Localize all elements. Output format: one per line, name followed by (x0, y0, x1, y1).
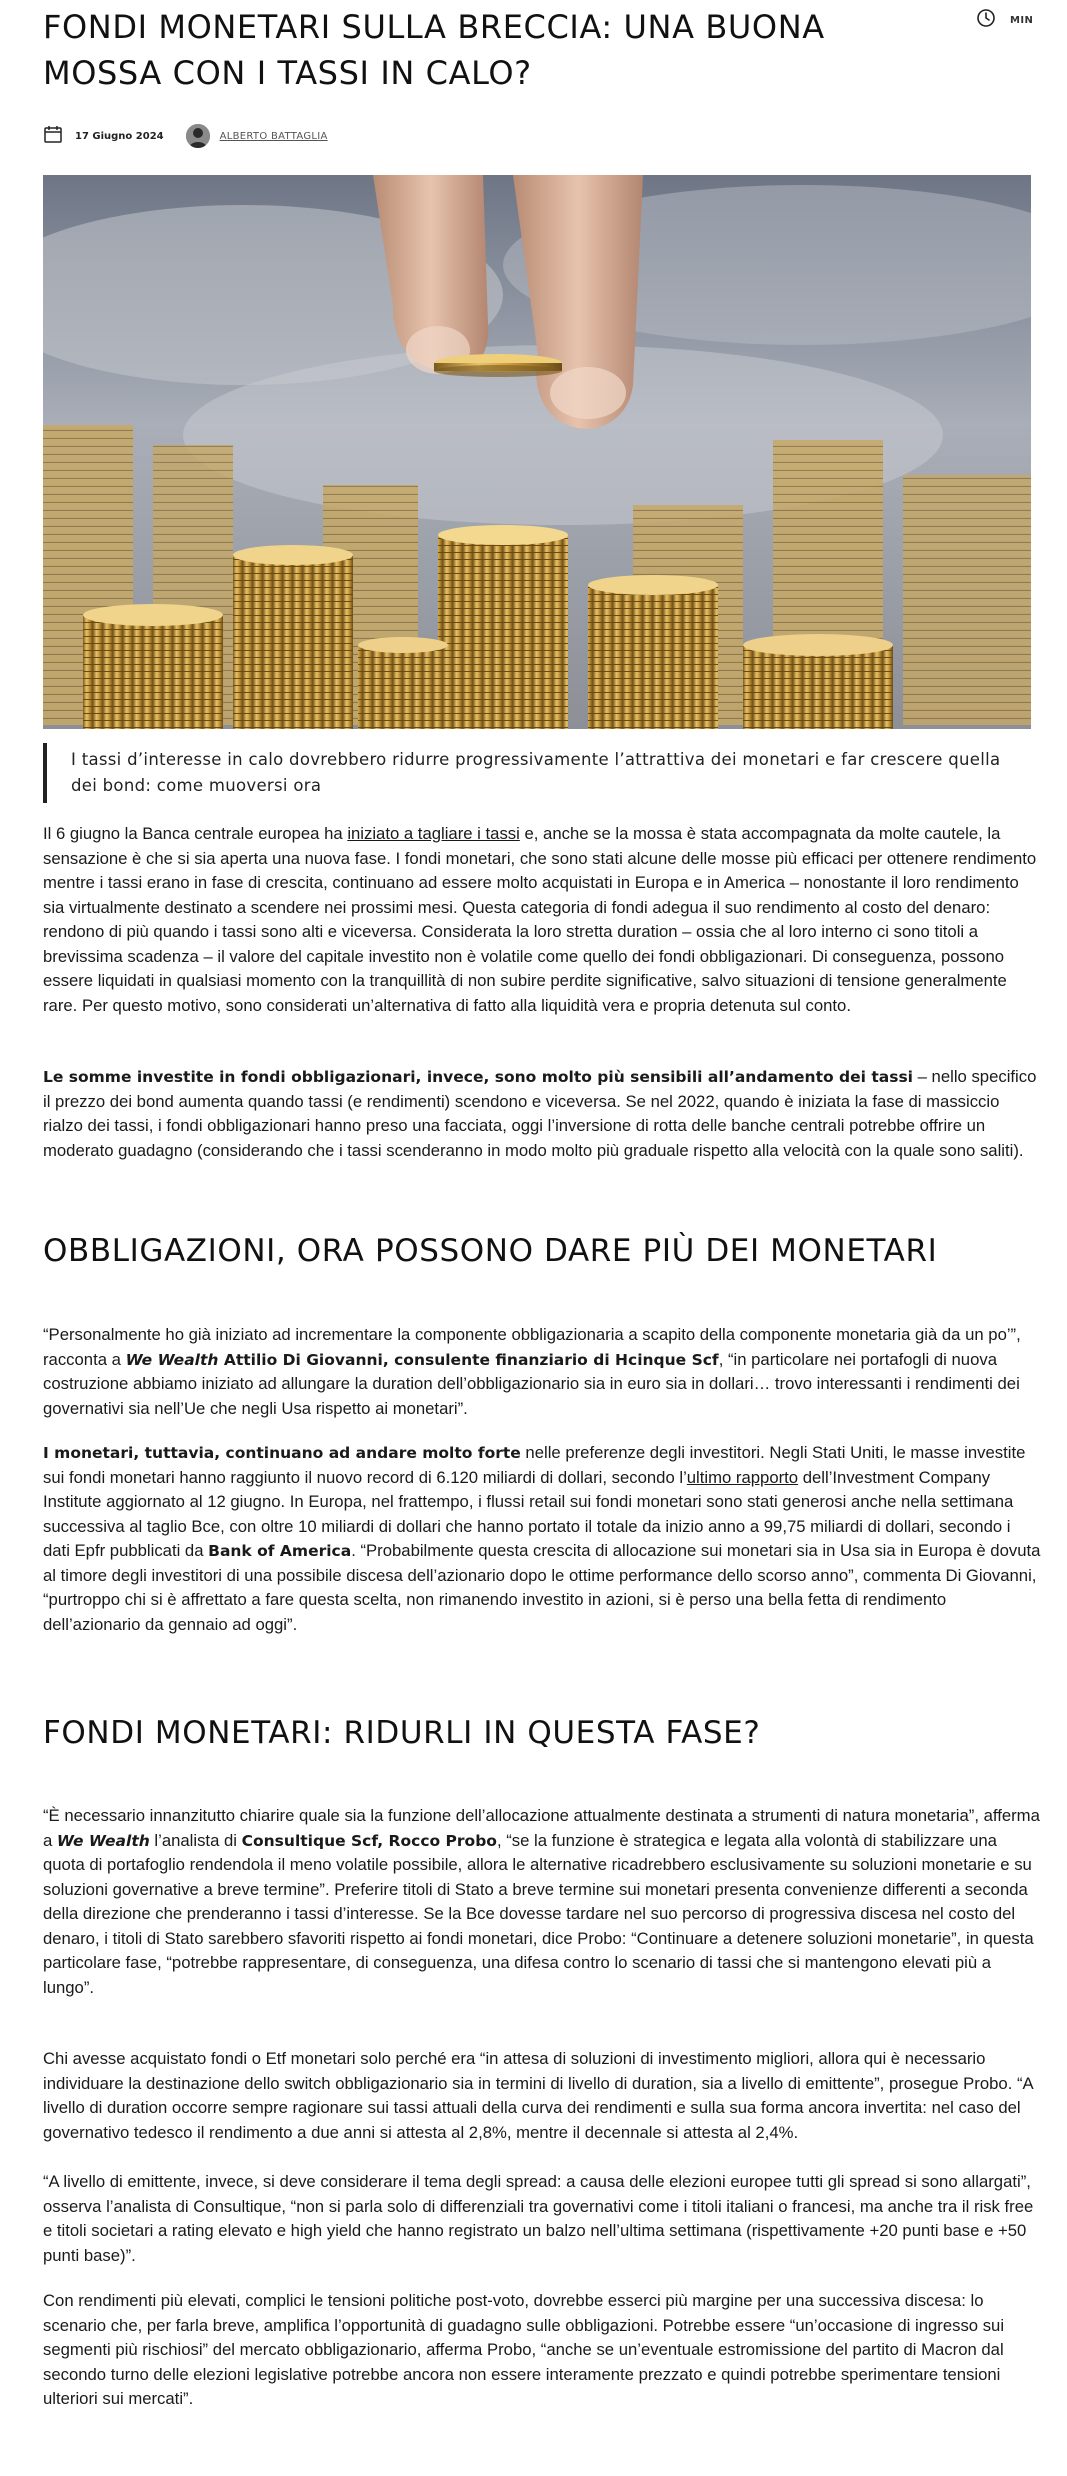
paragraph-3 (43, 1323, 1041, 1421)
article-date: 17 Giugno 2024 (75, 130, 164, 142)
calendar-icon (43, 124, 63, 148)
author-avatar[interactable] (186, 124, 210, 148)
section-heading-obbligazioni: OBBLIGAZIONI, ORA POSSONO DARE PIÙ DEI MONETARI (43, 1233, 938, 1269)
text-span: dell’Investment Company Institute aggiornato al 12 giugno. In Europa, nel frattempo, i flussi retail sui fondi monetari sono stati generosi anche nella settimana successiva al taglio Bce, con oltre 10 miliardi di dollari che hanno portato il totale da inizio anno a 99,75 miliardi di dollari, secondo i dati Epfr pubblicati da (43, 1467, 1014, 1560)
text-span: Il 6 giugno la Banca centrale europea ha (43, 824, 348, 843)
bold-text: Consultique Scf, Rocco Probo (241, 1831, 497, 1850)
read-time-label: MIN (1010, 14, 1034, 26)
paragraph-7: “A livello di emittente, invece, si deve considerare il tema degli spread: a causa delle elezioni europee tutti gli spread si sono allargati”, osserva l’analista di Consultique, “non si parla solo di differenziali tra governativi come i titoli italiani o francesi, ma anche tra il risk free e titoli societari a rating elevato e high yield che hanno registrato un balzo nell’ultima settimana (rispettivamente +20 punti base e +50 punti base)”. (43, 2172, 1034, 2265)
paragraph-5 (43, 1804, 1041, 2000)
paragraph-8: Con rendimenti più elevati, complici le tensioni politiche post-voto, dovrebbe esserci più margine per una successiva discesa: lo scenario che, per farla breve, amplifica l’opportunità di guadagno sulle obbligazioni. Potrebbe essere “un’occasione di ingresso sui segmenti più rischiosi” del mercato obbligazionario, afferma Probo, “anche se un’eventuale estromissione del partito di Macron dal secondo turno delle elezioni legislative potrebbe ancora non essere interamente prezzato e quindi potrebbe sperimentare tensioni ulteriori sui mercati”. (43, 2291, 1005, 2408)
brand-name: We Wealth (56, 1831, 150, 1850)
article-title: FONDI MONETARI SULLA BRECCIA: UNA BUONA MOSSA CON I TASSI IN CALO? (43, 8, 825, 92)
paragraph-2 (43, 1065, 1041, 1163)
paragraph-4 (43, 1441, 1041, 1637)
text-span: , “se la funzione è strategica e legata alla volontà di stabilizzare una quota di portafoglio rendendola il meno volatile possibile, allora le alternative ricadrebbero esclusivamente su soluzioni monetarie e su soluzioni governative a breve termine”. Preferire titoli di Stato a breve termine sui monetari presenta convenienze differenti a seconda della direzione che prenderanno i tassi d’interesse. Se la Bce dovesse tardare nel suo percorso di progressiva discesa nel costo del denaro, i titoli di Stato sarebbero sfavoriti rispetto ai fondi monetari, dice Probo: “Continuare a detenere soluzioni monetarie”, in questa particolare fase, “potrebbe rappresentare, di conseguenza, una difesa contro lo scenario di tassi che si mantengono elevati più a lungo”. (43, 1830, 1034, 1997)
paragraph-6: Chi avesse acquistato fondi o Etf monetari solo perché era “in attesa di soluzioni di investimento migliori, allora qui è necessario individuare la destinazione dello switch obbligazionario sia in termini di livello di duration, sia a livello di emittente”, prosegue Probo. “A livello di duration occorre sempre ragionare sui tassi attuali della curva dei rendimenti e sulla sua forma ancora invertita: nel caso del governativo tedesco il rendimento a due anni si attesta al 2,8%, mentre il decennale si attesta al 2,4%. (43, 2049, 1033, 2142)
text-span: “È necessario innanzitutto chiarire quale sia la funzione dell’allocazione attualmente destinata a strumenti di natura monetaria”, afferma a (43, 1806, 1040, 1850)
bold-text: I monetari, tuttavia, continuano ad andare molto forte (43, 1444, 521, 1462)
section-heading-fondi: FONDI MONETARI: RIDURLI IN QUESTA FASE? (43, 1715, 761, 1751)
bold-text: Le somme investite in fondi obbligazionari, invece, sono molto più sensibili all’andamento dei tassi (43, 1068, 913, 1086)
paragraph-1 (43, 822, 1041, 1018)
text-span: “Personalmente ho già iniziato ad incrementare la componente obbligazionaria a scapito della componente monetaria già da un po’”, racconta a (43, 1325, 1021, 1369)
clock-icon (976, 8, 996, 32)
hero-image (43, 175, 1031, 729)
author-link[interactable]: ALBERTO BATTAGLIA (219, 130, 328, 142)
brand-name: We Wealth (125, 1350, 219, 1369)
text-span: . “Probabilmente questa crescita di allocazione sui monetari sia in Usa sia in Europa è dovuta al timore degli investitori di una possibile discesa dell’azionario dopo le ottime performance dello scorso anno”, commenta Di Giovanni, “purtroppo chi si è affrettato a fare questa scelta, non rimanendo investito in azioni, si è perso una bella fetta di rendimento dell’azionario da gennaio ad oggi”. (43, 1541, 1041, 1634)
bold-text: Attilio Di Giovanni, consulente finanziario di Hcinque Scf (218, 1350, 719, 1369)
text-span: nelle preferenze degli investitori. Negli Stati Uniti, le masse investite sui fondi monetari hanno raggiunto il nuovo record di 6.120 miliardi di dollari, secondo l’ (43, 1443, 1026, 1487)
image-caption: I tassi d’interesse in calo dovrebbero ridurre progressivamente l’attrattiva dei monetari e far crescere quella dei bond: come muoversi ora (43, 743, 1031, 803)
link-tassi[interactable]: iniziato a tagliare i tassi (347, 824, 520, 843)
text-span: – nello specifico il prezzo dei bond aumenta quando tassi (e rendimenti) scendono e viceversa. Se nel 2022, quando è iniziata la fase di massiccio rialzo dei tassi, i fondi obbligazionari hanno preso una facciata, oggi l’inversione di rotta delle banche centrali potrebbe offrire un moderato guadagno (considerando che i tassi scenderanno in modo molto più graduale rispetto alla velocità con la quale sono saliti). (43, 1067, 1037, 1160)
text-span: e, anche se la mossa è stata accompagnata da molte cautele, la sensazione è che si sia aperta una nuova fase. I fondi monetari, che sono stati alcune delle mosse più efficaci per ottenere rendimento mentre i tassi erano in fase di crescita, continuano ad essere molto acquistati in Europa e in America – nonostante il loro rendimento sia virtualmente destinato a scendere nei prossimi mesi. Questa categoria di fondi adegua il suo rendimento al costo del denaro: rendono di più quando i tassi sono alti e viceversa. Considerata la loro stretta duration – ossia che al loro interno ci sono titoli a brevissima scadenza – il valore del capitale investito non è volatile come quello dei fondi obbligazionari. Di conseguenza, possono essere liquidati in qualsiasi momento con la tranquillità di non subire perdite significative, salvo situazioni di tensione generalmente rare. Per questo motivo, sono considerati un’alternativa di fatto alla liquidità vera e propria detenuta sul conto. (43, 824, 1037, 1015)
article-meta (43, 122, 328, 150)
bold-text: Bank of America (208, 1542, 352, 1560)
text-span: l’analista di (149, 1830, 242, 1850)
text-span: , “in particolare nei portafogli di nuova costruzione abbiamo iniziato ad allungare la duration dell’obbligazionario sia in euro sia in dollari… trovo interessanti i rendimenti dei governativi sia nell’Ue che negli Usa rispetto ai monetari”. (43, 1349, 1020, 1418)
link-rapporto[interactable]: ultimo rapporto (686, 1467, 799, 1487)
read-time (976, 8, 1033, 32)
